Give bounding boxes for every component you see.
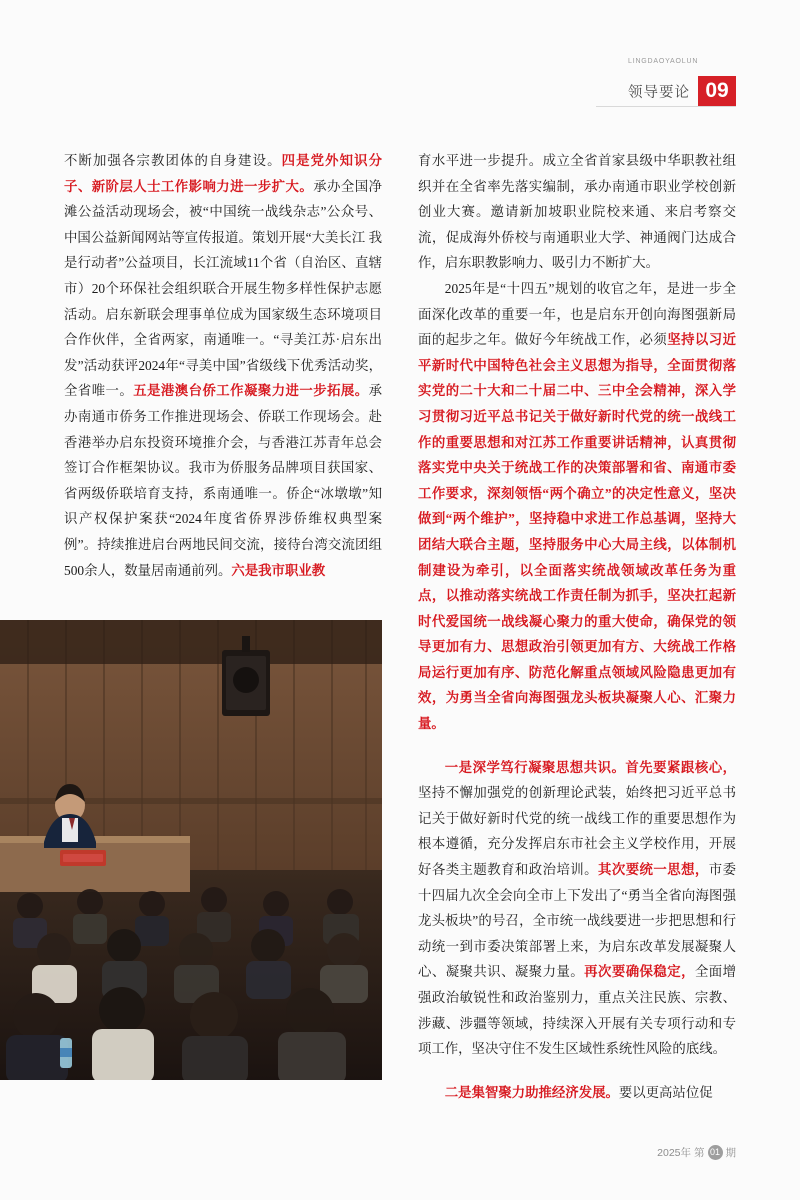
right-p4-heading: 二是集智聚力助推经济发展。	[444, 1084, 619, 1100]
header-latin-label: LINGDAOYAOLUN	[628, 58, 699, 65]
footer-issue-suffix: 期	[725, 1147, 736, 1159]
right-p2-black: 2025年是“十四五”规划的收官之年，是进一步全面深化改革的重要一年，也是启东开创向海图强新局面的起步之年。做好今年统战工作，必须	[418, 280, 736, 348]
paragraph-spacer-1	[418, 737, 736, 755]
right-paragraph-3	[418, 755, 736, 1062]
right-p3-heading: 一是深学笃行凝聚思想共识。	[444, 759, 626, 775]
right-p2-red: 坚持以习近平新时代中国特色社会主义思想为指导，全面贯彻落实党的二十大和二十届二中、三中全会精神，深入学习贯彻习近平总书记关于做好新时代党的统一战线工作的重要思想和对江苏工作重要讲话精神，认真贯彻落实党中央关于统战工作的决策部署和省、南通市委工作要求，深刻领悟“两个确立”的决定性意义，坚决做到“两个维护”，坚持稳中求进工作总基调，坚持大团结大联合主题，坚持服务中心大局主线，以体制机制建设为牵引，以全面落实统战领域改革任务为重点，以推动落实统战工作责任制为抓手，坚决扛起新时代爱国统一战线凝心聚力的重大使命，确保党的领导更加有力、思想政治引领更加有方、大统战工作格局运行更加有序、防范化解重点领域风险隐患更加有效，为勇当全省向海图强龙头板块凝聚人心、汇聚力量。	[418, 332, 737, 732]
left-p1-text-b: 承办全国净滩公益活动现场会，被“中国统一战线杂志”公众号、中国公益新闻网站等宣传报道。策划开展“大美长江 我是行动者”公益项目，长江流域11个省（自治区、直辖市）20个环保社会组织联合开展生物多样性保护志愿活动。启东新联会理事单位成为国家级生态环境项目合作伙伴，全省两家，南通唯一。“寻美江苏·启东出发”活动获评2024年“寻美中国”省级线下优秀活动奖，全省唯一。	[64, 178, 383, 399]
photo-illustration	[0, 620, 382, 1080]
left-paragraph-1	[64, 148, 382, 583]
footer-issue-prefix: 第	[694, 1147, 705, 1159]
right-p3-red-3: 再次要确保稳定，	[584, 964, 695, 980]
left-p1-text-a: 不断加强各宗教团体的自身建设。	[64, 153, 282, 168]
right-p4-text-a: 要以更高站位促	[618, 1084, 713, 1100]
paragraph-spacer-2	[418, 1062, 736, 1080]
left-p1-red-1: 四是党外知识分子、新阶层人士工作影响力进一步扩大。	[64, 153, 382, 194]
right-p3-red-1: 首先要紧跟核心，	[625, 759, 736, 775]
right-p3-text-b: 市委十四届九次全会向全市上下发出了“勇当全省向海图强龙头板块”的号召，全市统一战线要进一步把思想和行动统一到市委决策部署上来，为启东改革发展凝聚人心、凝聚共识、凝聚力量。	[418, 862, 737, 980]
right-p3-red-2: 其次要统一思想，	[598, 862, 709, 878]
footer-year: 2025年	[657, 1147, 691, 1159]
right-p3-text-c: 全面增强政治敏锐性和政治鉴别力，重点关注民族、宗教、涉藏、涉疆等领域，持续深入开展有关专项行动和专项工作，坚决守住不发生区域性系统性风险的底线。	[418, 964, 737, 1057]
page-header	[628, 58, 736, 106]
right-p3-text-a: 坚持不懈加强党的创新理论武装，始终把习近平总书记关于做好新时代党的统一战线工作的重要思想作为根本遵循，充分发挥启东市社会主义学校作用，开展好各类主题教育和政治培训。	[418, 785, 736, 878]
right-paragraph-4	[418, 1080, 736, 1106]
conference-meeting-photo	[0, 620, 382, 1080]
right-paragraph-1: 育水平进一步提升。成立全省首家县级中华职教社组织并在全省率先落实编制，承办南通市职业学校创新创业大赛。邀请新加坡职业院校来通、来启考察交流，促成海外侨校与南通职业大学、神通阀门达成合作，启东职教影响力、吸引力不断扩大。	[418, 153, 736, 271]
right-paragraph-2	[418, 276, 736, 737]
page-number-badge: 09	[698, 76, 736, 106]
left-p1-text-c: 承办南通市侨务工作推进现场会、侨联工作现场会。赴香港举办启东投资环境推介会，与香港江苏青年总会签订合作框架协议。我市为侨服务品牌项目获国家、省两级侨联培育支持，系南通唯一。侨企“冰墩墩”知识产权保护案获“2024年度省侨界涉侨维权典型案例”。持续推进启台两地民间交流，接待台湾交流团组500余人，数量居南通前列。	[64, 383, 383, 578]
right-column	[418, 148, 736, 1105]
header-divider	[596, 106, 736, 107]
section-title: 领导要论	[628, 85, 690, 101]
page-footer	[657, 1145, 736, 1160]
left-p1-red-2: 五是港澳台侨工作凝聚力进一步拓展。	[133, 383, 369, 399]
left-p1-red-3: 六是我市职业教	[231, 562, 326, 578]
footer-issue-number: 01	[708, 1145, 723, 1160]
